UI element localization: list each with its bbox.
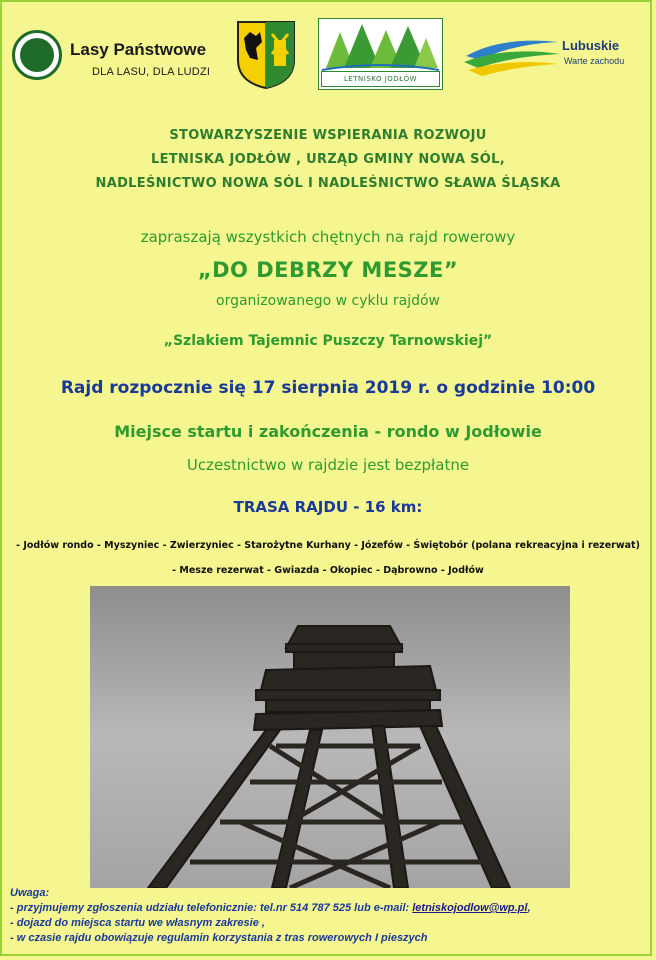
letnisko-logo [318,18,443,90]
note-contact-end: , [527,902,531,914]
lubuskie-logo [462,30,642,90]
note-travel: - dojazd do miejsca startu we własnym zakresie , [10,917,265,929]
letnisko-label: LETNISKO JODŁÓW [321,71,440,87]
watchtower-photo [90,586,570,888]
event-title: „DO DEBRZY MESZE” [197,258,459,282]
route-line: - Mesze rezerwat - Gwiazda - Okopiec - Dąbrowno - Jodłów [172,565,484,576]
lasy-title: Lasy Państwowe [70,40,207,59]
note-contact-text: - przyjmujemy zgłoszenia udziału telefonicznie: tel.nr 514 787 525 lub e-mail: [10,902,413,914]
lasy-subtitle: DLA LASU, DLA LUDZI [92,66,211,78]
lubuskie-name: Lubuskie [562,38,620,53]
organizers-block [0,124,656,196]
lasy-badge-icon [12,30,62,80]
trail-name: „Szlakiem Tajemnic Puszczy Tarnowskiej” [163,333,493,349]
lubuskie-waves-icon [462,30,562,80]
organizer-line: NADLEŚNICTWO NOWA SÓL I NADLEŚNICTWO SŁAWA ŚLĄSKA [95,176,561,191]
coat-of-arms-icon [236,20,296,90]
note-contact [10,901,650,916]
start-info: Rajd rozpocznie się 17 sierpnia 2019 r. o godzinie 10:00 [60,378,596,398]
organizer-line: STOWARZYSZENIE WSPIERANIA ROZWOJU [169,128,487,143]
lubuskie-tagline: Warte zachodu [564,56,625,66]
free-info: Uczestnictwo w rajdzie jest bezpłatne [186,456,470,474]
route-heading: TRASA RAJDU - 16 km: [233,498,423,516]
notes-block [10,886,650,946]
note-rules: - w czasie rajdu obowiązuje regulamin korzystania z tras rowerowych I pieszych [10,932,428,944]
email-link[interactable]: letniskojodlow@wp.pl [412,902,528,914]
invitation-text: zapraszają wszystkich chętnych na rajd rowerowy [140,228,516,246]
notes-label: Uwaga: [10,887,50,899]
organizer-line: LETNISKA JODŁÓW , URZĄD GMINY NOWA SÓL, [151,152,505,167]
lasy-panstwowe-logo [12,28,222,88]
route-line: - Jodłów rondo - Myszyniec - Zwierzyniec - Starożytne Kurhany - Józefów - Świętobór (polana rekreacyjna i rezerwat) [16,540,640,551]
cycle-text: organizowanego w cyklu rajdów [216,293,440,309]
place-info: Miejsce startu i zakończenia - rondo w Jodłowie [114,422,542,441]
